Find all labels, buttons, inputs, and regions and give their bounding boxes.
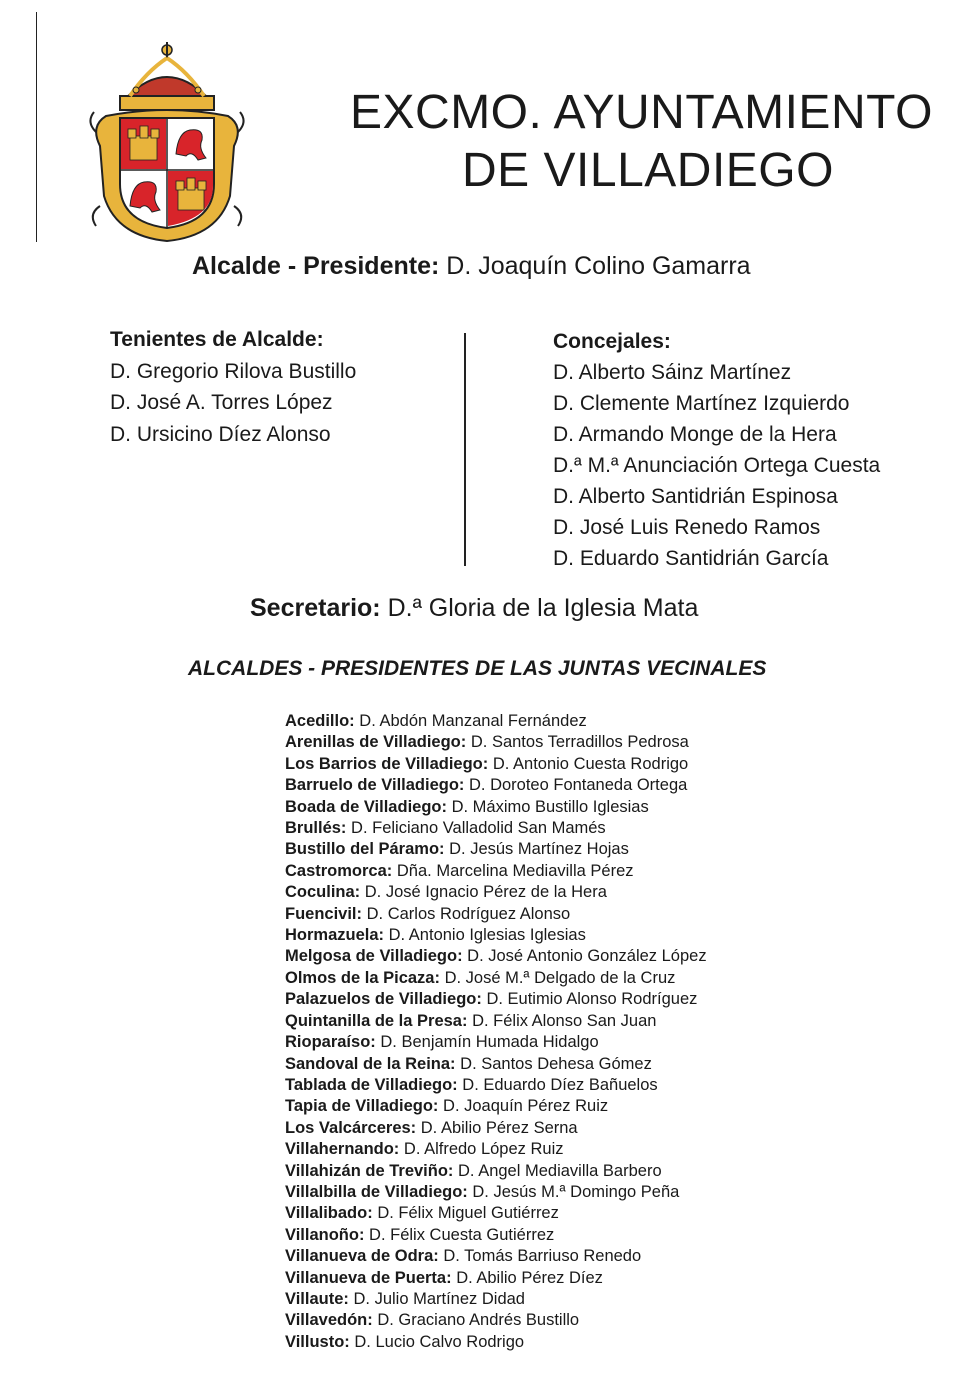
junta-place: Olmos de la Picaza:: [285, 968, 440, 987]
junta-president: D. Félix Cuesta Gutiérrez: [369, 1225, 555, 1244]
secretario-line: [250, 594, 698, 623]
junta-president: D. Julio Martínez Didad: [353, 1289, 525, 1308]
junta-president: D. Abilio Pérez Serna: [420, 1118, 578, 1137]
list-item: D. Armando Monge de la Hera: [553, 423, 837, 446]
junta-place: Barruelo de Villadiego:: [285, 776, 465, 795]
junta-president: D. Eduardo Díez Bañuelos: [462, 1075, 658, 1094]
juntas-list: [285, 711, 707, 1353]
junta-president: D. Antonio Cuesta Rodrigo: [492, 754, 689, 773]
junta-president: D. Tomás Barriuso Renedo: [443, 1247, 642, 1266]
junta-place: Hormazuela:: [285, 926, 385, 945]
crown-icon: [120, 42, 214, 110]
list-item: [285, 861, 707, 882]
junta-president: D. Doroteo Fontaneda Ortega: [469, 776, 688, 795]
list-item: [285, 1011, 707, 1032]
junta-place: Melgosa de Villadiego:: [285, 947, 463, 966]
junta-president: D. Benjamín Humada Hidalgo: [380, 1033, 599, 1052]
secretario-label: Secretario:: [250, 594, 381, 622]
list-item: D. Eduardo Santidrián García: [553, 547, 829, 570]
junta-place: Arenillas de Villadiego:: [285, 733, 467, 752]
title-line-1: EXCMO. AYUNTAMIENTO: [350, 86, 933, 139]
list-item: [285, 1225, 707, 1246]
junta-place: Villalibado:: [285, 1204, 373, 1223]
list-item: [285, 1054, 707, 1075]
list-item: D. José A. Torres López: [110, 391, 333, 414]
list-item: [285, 1268, 707, 1289]
junta-president: D. Félix Miguel Gutiérrez: [377, 1204, 559, 1223]
tenientes-heading: Tenientes de Alcalde:: [110, 328, 324, 351]
list-item: [285, 797, 707, 818]
list-item: [285, 839, 707, 860]
junta-president: D. Feliciano Valladolid San Mamés: [351, 819, 606, 838]
list-item: [285, 1289, 707, 1310]
junta-president: D. Alfredo López Ruiz: [403, 1140, 564, 1159]
junta-president: D. Carlos Rodríguez Alonso: [366, 904, 571, 923]
list-item: [285, 1246, 707, 1267]
list-item: D. Alberto Santidrián Espinosa: [553, 485, 838, 508]
list-item: [285, 775, 707, 796]
junta-place: Villusto:: [285, 1332, 350, 1351]
list-item: [285, 904, 707, 925]
junta-president: D. José Ignacio Pérez de la Hera: [364, 883, 607, 902]
list-item: [285, 989, 707, 1010]
list-item: D.ª M.ª Anunciación Ortega Cuesta: [553, 454, 881, 477]
list-item: [285, 1118, 707, 1139]
list-item: D. Ursicino Díez Alonso: [110, 422, 331, 446]
list-item: [285, 1075, 707, 1096]
list-item: [285, 1332, 707, 1353]
list-item: [285, 1139, 707, 1160]
list-item: D. Clemente Martínez Izquierdo: [553, 392, 850, 415]
junta-place: Villahizán de Treviño:: [285, 1161, 454, 1180]
list-item: [285, 711, 707, 732]
junta-president: D. Abilio Pérez Díez: [456, 1268, 603, 1287]
junta-place: Los Valcárceres:: [285, 1118, 417, 1137]
junta-president: Dña. Marcelina Mediavilla Pérez: [396, 861, 634, 880]
list-item: [285, 818, 707, 839]
junta-president: D. Jesús M.ª Domingo Peña: [472, 1182, 680, 1201]
junta-place: Villalbilla de Villadiego:: [285, 1182, 468, 1201]
junta-place: Bustillo del Páramo:: [285, 840, 445, 859]
junta-place: Castromorca:: [285, 861, 393, 880]
list-item: [285, 732, 707, 753]
list-item: D. Gregorio Rilova Bustillo: [110, 359, 357, 383]
concejales-list: [553, 326, 880, 574]
junta-place: Villanueva de Odra:: [285, 1247, 439, 1266]
list-item: [285, 925, 707, 946]
list-item: [285, 946, 707, 967]
list-item: [285, 1032, 707, 1053]
junta-president: D. José Antonio González López: [467, 947, 707, 966]
junta-place: Palazuelos de Villadiego:: [285, 990, 482, 1009]
concejales-heading: Concejales:: [553, 330, 671, 353]
junta-place: Tablada de Villadiego:: [285, 1075, 458, 1094]
list-item: D. José Luis Renedo Ramos: [553, 516, 821, 539]
junta-place: Villanoño:: [285, 1225, 365, 1244]
junta-president: D. José M.ª Delgado de la Cruz: [444, 968, 676, 987]
junta-president: D. Jesús Martínez Hojas: [449, 840, 629, 859]
junta-president: D. Santos Terradillos Pedrosa: [470, 733, 689, 752]
junta-president: D. Félix Alonso San Juan: [472, 1011, 657, 1030]
junta-president: D. Máximo Bustillo Iglesias: [451, 797, 649, 816]
margin-rule: [36, 12, 37, 242]
junta-place: Sandoval de la Reina:: [285, 1054, 456, 1073]
juntas-heading: ALCALDES - PRESIDENTES DE LAS JUNTAS VECINALES: [188, 657, 767, 680]
junta-place: Acedillo:: [285, 712, 355, 730]
mayor-label: Alcalde - Presidente:: [192, 252, 440, 280]
junta-president: D. Graciano Andrés Bustillo: [377, 1311, 580, 1330]
list-item: [285, 1096, 707, 1117]
list-item: [285, 968, 707, 989]
junta-place: Brullés:: [285, 819, 347, 838]
list-item: [285, 754, 707, 775]
column-divider: [464, 333, 466, 566]
junta-place: Tapia de Villadiego:: [285, 1097, 439, 1116]
junta-place: Villanueva de Puerta:: [285, 1268, 452, 1287]
junta-place: Quintanilla de la Presa:: [285, 1011, 468, 1030]
junta-president: D. Angel Mediavilla Barbero: [458, 1161, 662, 1180]
mayor-name: D. Joaquín Colino Gamarra: [446, 252, 751, 280]
junta-place: Boada de Villadiego:: [285, 797, 447, 816]
junta-place: Villaute:: [285, 1289, 349, 1308]
list-item: [285, 882, 707, 903]
tenientes-list: [110, 324, 356, 450]
junta-place: Villahernando:: [285, 1140, 400, 1159]
junta-place: Coculina:: [285, 883, 361, 902]
list-item: D. Alberto Sáinz Martínez: [553, 361, 792, 384]
junta-president: D. Eutimio Alonso Rodríguez: [486, 990, 698, 1009]
junta-president: D. Antonio Iglesias Iglesias: [388, 926, 586, 945]
list-item: [285, 1310, 707, 1331]
list-item: [285, 1203, 707, 1224]
junta-president: D. Abdón Manzanal Fernández: [359, 712, 587, 730]
page-title: [340, 84, 950, 200]
junta-place: Fuencivil:: [285, 904, 363, 923]
junta-place: Rioparaíso:: [285, 1033, 376, 1052]
junta-president: D. Lucio Calvo Rodrigo: [354, 1332, 525, 1351]
junta-president: D. Santos Dehesa Gómez: [460, 1054, 652, 1073]
title-line-2: DE VILLADIEGO: [462, 144, 834, 197]
secretario-name: D.ª Gloria de la Iglesia Mata: [387, 594, 699, 622]
list-item: [285, 1161, 707, 1182]
junta-place: Los Barrios de Villadiego:: [285, 754, 489, 773]
list-item: [285, 1182, 707, 1203]
mayor-line: [192, 252, 751, 281]
junta-president: D. Joaquín Pérez Ruiz: [443, 1097, 609, 1116]
coat-of-arms-icon: [86, 36, 248, 246]
junta-place: Villavedón:: [285, 1311, 373, 1330]
